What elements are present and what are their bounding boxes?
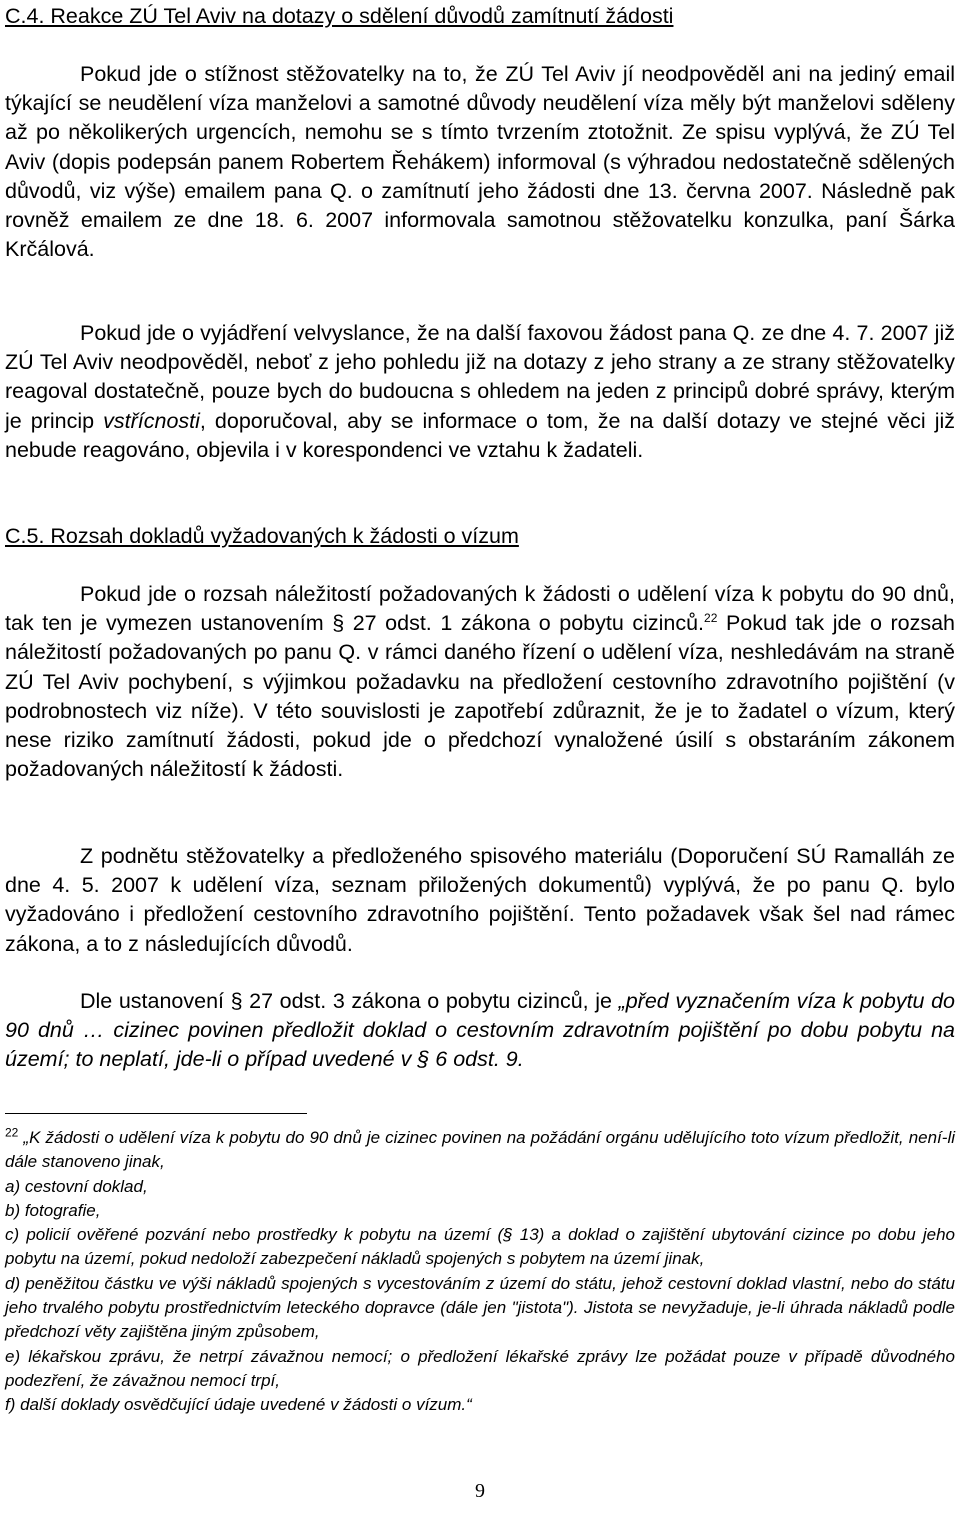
paragraph-c4-2-text-b: , doporučoval, aby se informace o tom, že na další dotazy ve stejné věci již nebude reagováno, objevila i v korespondenci ve vztahu k žadateli.	[5, 408, 955, 462]
footnote-text: „K žádosti o udělení víza k pobytu do 90 dnů je cizinec povinen na požádání orgánu udělujícího toto vízum předložit, není-li dále stanoveno jinak,	[5, 1128, 955, 1172]
footnote-line: b) fotografie,	[5, 1200, 101, 1220]
page-number: 9	[475, 1480, 485, 1502]
paragraph-c5-1-text-a: Pokud jde o rozsah náležitostí požadovaných k žádosti o udělení víza k pobytu do 90 dnů, tak ten je vymezen ustanovením § 27 odst. 1 zákona o pobytu cizinců.	[5, 582, 955, 636]
section-heading-c5: C.5. Rozsah dokladů vyžadovaných k žádosti o vízum	[5, 524, 519, 548]
footnote-line: a) cestovní doklad,	[5, 1176, 148, 1196]
footnote-line: d) peněžitou částku ve výši nákladů spojených s vycestováním z území do státu, jehož cestovní doklad vlastní, nebo do státu jeho trvalého pobytu prostřednictvím leteckého dopravce (dále jen "jistota"). Jistota se nevyžaduje, je-li úhrada nákladů podle předchozí věty zajištěna jiným způsobem,	[5, 1273, 955, 1342]
footnote-separator	[5, 1113, 307, 1114]
paragraph-c5-3-italic: „před vyznačením víza k pobytu do 90 dnů … cizinec povinen předložit doklad o cestovním zdravotním pojištění po dobu pobytu na území; to neplatí, jde-li o případ uvedené v § 6 odst. 9.	[5, 989, 955, 1072]
footnote-line: c) policií ověřené pozvání nebo prostředky k pobytu na území (§ 13) a doklad o zajištění ubytování cizince po dobu jeho pobytu na území, pokud nedoloží zabezpečení nákladů spojených s pobytem na území jinak,	[5, 1225, 955, 1269]
footnote-reference: 22	[704, 611, 718, 626]
paragraph-c4-2	[5, 319, 955, 465]
paragraph-c5-3-text: Dle ustanovení § 27 odst. 3 zákona o pobytu cizinců, je	[80, 989, 619, 1013]
paragraph-c5-2: Z podnětu stěžovatelky a předloženého spisového materiálu (Doporučení SÚ Ramalláh ze dne 4. 5. 2007 k udělení víza, seznam přiložených dokumentů) vyplývá, že po panu Q. bylo vyžadováno i předložení cestovního zdravotního pojištění. Tento požadavek však šel nad rámec zákona, a to z následujících důvodů.	[5, 844, 955, 956]
paragraph-c5-1	[5, 580, 955, 784]
footnote-number: 22	[5, 1125, 19, 1140]
footnote-line: e) lékařskou zprávu, že netrpí závažnou nemocí; o předložení lékařské zprávy lze požádat pouze v případě důvodného podezření, že závažnou nemocí trpí,	[5, 1346, 955, 1390]
paragraph-c4-1: Pokud jde o stížnost stěžovatelky na to, že ZÚ Tel Aviv jí neodpověděl ani na jediný email týkající se neudělení víza manželovi a samotné důvody neudělení víza měly být manželovi sděleny až po několikerých urgencích, nemohu se s tímto tvrzením ztotožnit. Ze spisu vyplývá, že ZÚ Tel Aviv (dopis podepsán panem Robertem Řehákem) informoval (s výhradou nedostatečně sdělených důvodů, viz výše) emailem pana Q. o zamítnutí jeho žádosti dne 13. června 2007. Následně pak rovněž emailem ze dne 18. 6. 2007 informovala samotnou stěžovatelku konzulka, paní Šárka Krčálová.	[5, 62, 955, 262]
paragraph-c5-1-text-b: Pokud tak jde o rozsah náležitostí požadovaných po panu Q. v rámci daného řízení o udělení víza, neshledávám na straně ZÚ Tel Aviv pochybení, s výjimkou požadavku na předložení cestovního zdravotního pojištění (v podrobnostech viz níže). V této souvislosti je zapotřebí zdůraznit, že je to žadatel o vízum, který nese riziko zamítnutí žádosti, pokud jde o předchozí vynaložené úsilí s obstaráním zákonem požadovaných náležitostí k žádosti.	[5, 611, 955, 782]
footnote-line	[5, 1126, 955, 1175]
section-heading-c4: C.4. Reakce ZÚ Tel Aviv na dotazy o sdělení důvodů zamítnutí žádosti	[5, 4, 674, 28]
footnote	[5, 1126, 955, 1418]
paragraph-c5-3	[5, 987, 955, 1075]
paragraph-c4-2-text-a: Pokud jde o vyjádření velvyslance, že na další faxovou žádost pana Q. ze dne 4. 7. 2007 již ZÚ Tel Aviv neodpověděl, neboť z jeho pohledu již na dotazy z jeho strany a ze strany stěžovatelky reagoval dostatečně, pouze bych do budoucna s ohledem na jeden z principů dobré správy, kterým je princip	[5, 321, 955, 433]
footnote-line: f) další doklady osvědčující údaje uvedené v žádosti o vízum.“	[5, 1395, 472, 1415]
paragraph-c4-2-italic: vstřícnosti	[103, 408, 200, 433]
